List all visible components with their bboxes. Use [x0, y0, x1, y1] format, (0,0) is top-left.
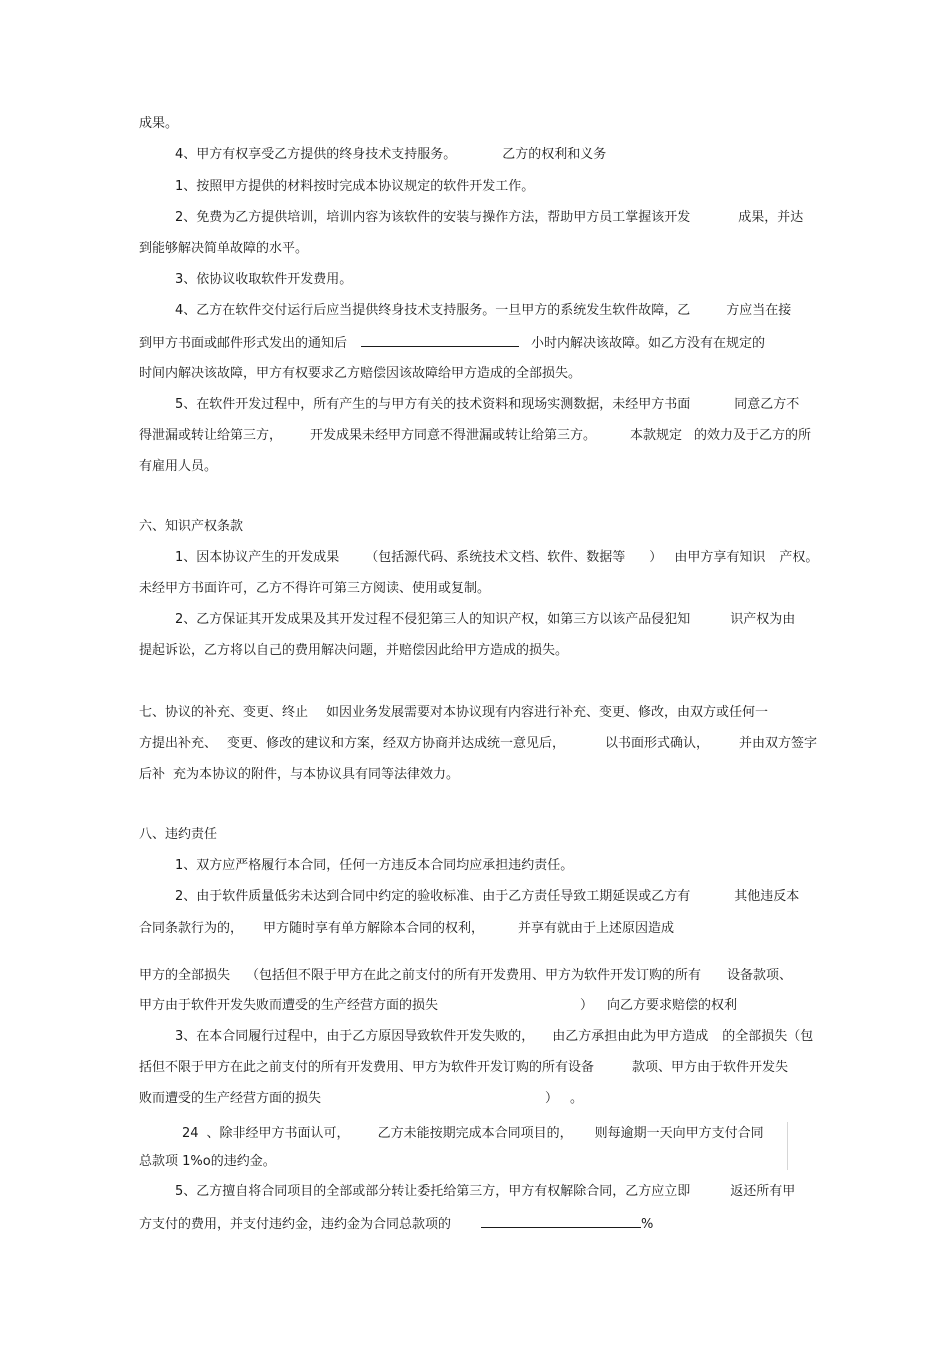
text-line: 甲方由于软件开发失败而遭受的生产经营方面的损失 ） 向乙方要求赔偿的权利 — [139, 998, 738, 1013]
text-line: 1、双方应严格履行本合同，任何一方违反本合同均应承担违约责任。 — [175, 858, 574, 873]
text-line: 5、在软件开发过程中，所有产生的与甲方有关的技术资料和现场实测数据，未经甲方书面 同意乙方不 — [175, 397, 800, 412]
text-line: 总款项 1%o的违约金。 — [139, 1154, 276, 1169]
hours-blank-field — [361, 333, 519, 347]
text-line: 3、在本合同履行过程中，由于乙方原因导致软件开发失败的， 由乙方承担由此为甲方造成 的全部损失（包 — [175, 1029, 814, 1044]
text-line: 括但不限于甲方在此之前支付的所有开发费用、甲方为软件开发订购的所有设备 款项、甲方由于软件开发失 — [139, 1060, 789, 1075]
text-line: 提起诉讼，乙方将以自己的费用解决问题，并赔偿因此给甲方造成的损失。 — [139, 643, 569, 658]
section-heading: 七、协议的补充、变更、终止 如因业务发展需要对本协议现有内容进行补充、变更、修改，由双方或任何一 — [139, 705, 769, 720]
section-heading: 六、知识产权条款 — [139, 519, 244, 534]
text-line: 24 、除非经甲方书面认可， 乙方未能按期完成本合同项目的， 则每逾期一天向甲方支付合同 — [182, 1126, 764, 1141]
text-line: 成果。 — [139, 116, 179, 131]
text-line: 未经甲方书面许可，乙方不得许可第三方阅读、使用或复制。 — [139, 581, 491, 596]
margin-rule — [787, 1122, 788, 1170]
text-line: 到甲方书面或邮件形式发出的通知后 小时内解决该故障。如乙方没有在规定的 — [139, 333, 765, 353]
text-line: 2、免费为乙方提供培训，培训内容为该软件的安装与操作方法，帮助甲方员工掌握该开发 成果，并达 — [175, 210, 804, 225]
text-line: 4、乙方在软件交付运行后应当提供终身技术支持服务。一旦甲方的系统发生软件故障，乙 方应当在接 — [175, 303, 792, 318]
text-line: 2、乙方保证其开发成果及其开发过程不侵犯第三人的知识产权，如第三方以该产品侵犯知 识产权为由 — [175, 612, 796, 627]
text-line: 3、依协议收取软件开发费用。 — [175, 272, 353, 287]
text-line: 后补 充为本协议的附件，与本协议具有同等法律效力。 — [139, 767, 460, 782]
text-line: 1、因本协议产生的开发成果 （包括源代码、系统技术文档、软件、数据等 ） 由甲方享有知识 产权。 — [175, 550, 819, 565]
text-line: 方提出补充、 变更、修改的建议和方案，经双方协商并达成统一意见后， 以书面形式确认， 并由双方签字 — [139, 736, 818, 751]
text-line: 时间内解决该故障，甲方有权要求乙方赔偿因该故障给甲方造成的全部损失。 — [139, 366, 582, 381]
section-heading: 八、违约责任 — [139, 827, 218, 842]
text-line: 方支付的费用，并支付违约金，违约金为合同总款项的 % — [139, 1214, 653, 1234]
text-line: 甲方的全部损失 （包括但不限于甲方在此之前支付的所有开发费用、甲方为软件开发订购的所有 设备款项、 — [139, 968, 793, 983]
text-line: 1、按照甲方提供的材料按时完成本协议规定的软件开发工作。 — [175, 179, 535, 194]
text-line: 4、甲方有权享受乙方提供的终身技术支持服务。 乙方的权利和义务 — [175, 147, 607, 162]
text-line: 合同条款行为的， 甲方随时享有单方解除本合同的权利， 并享有就由于上述原因造成 — [139, 921, 675, 936]
text-line: 到能够解决简单故障的水平。 — [139, 241, 309, 256]
text-line: 5、乙方擅自将合同项目的全部或部分转让委托给第三方，甲方有权解除合同，乙方应立即 返还所有甲 — [175, 1184, 796, 1199]
text-line: 败而遭受的生产经营方面的损失 ） 。 — [139, 1091, 584, 1106]
penalty-percent-blank-field — [481, 1214, 641, 1228]
text-line: 有雇用人员。 — [139, 459, 218, 474]
text-line: 得泄漏或转让给第三方， 开发成果未经甲方同意不得泄漏或转让给第三方。 本款规定 的效力及于乙方的所 — [139, 428, 812, 443]
text-line: 2、由于软件质量低劣未达到合同中约定的验收标准、由于乙方责任导致工期延误或乙方有 其他违反本 — [175, 889, 800, 904]
